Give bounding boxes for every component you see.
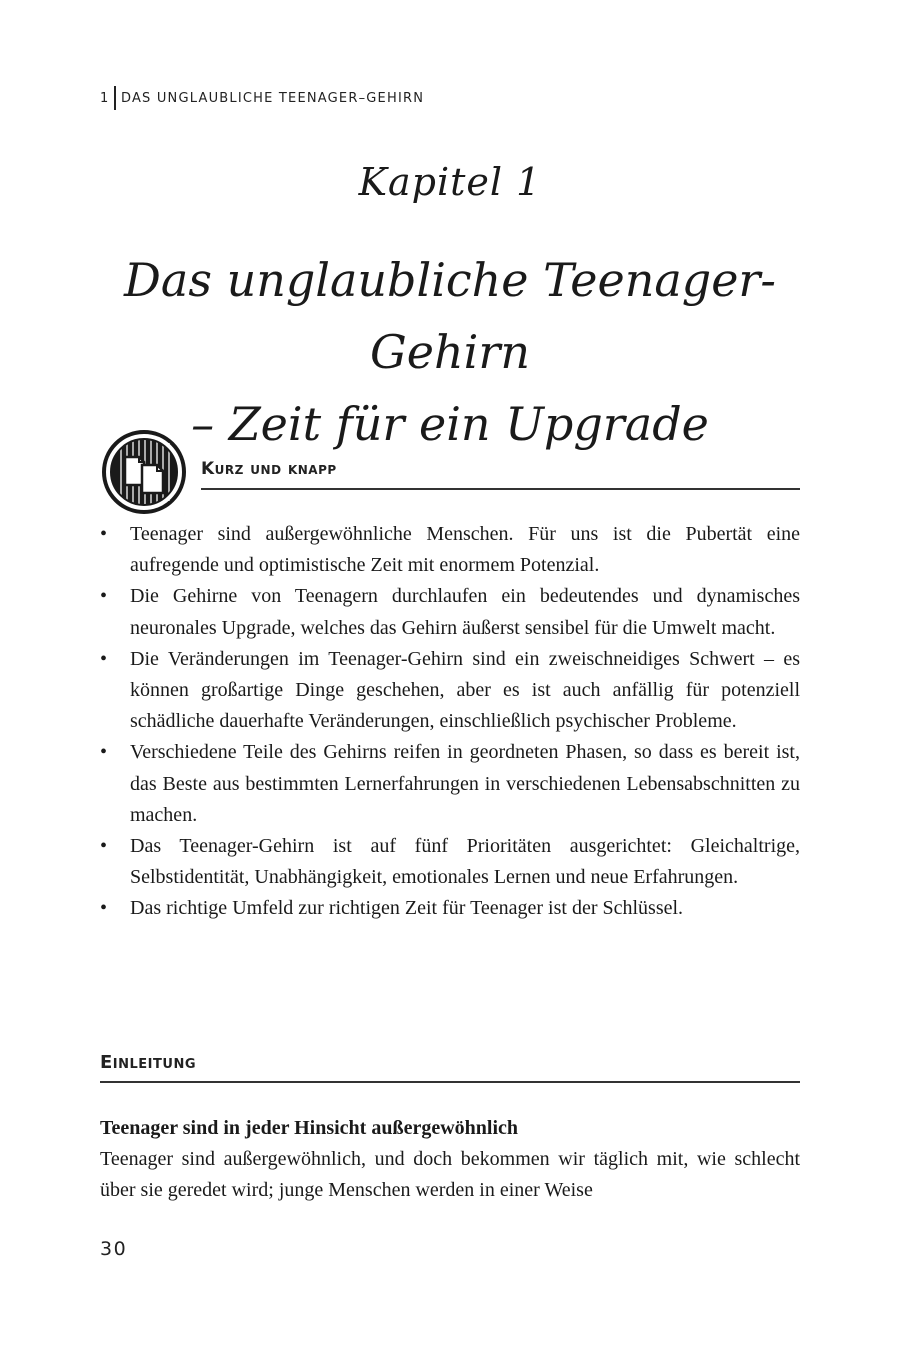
chapter-title-line1: Das unglaubliche Teenager-Gehirn — [124, 253, 776, 379]
intro-subheading: Teenager sind in jeder Hinsicht außergewöhnlich — [100, 1117, 519, 1139]
chapter-title — [60, 244, 840, 460]
section-heading-intro: Einleitung — [100, 1052, 196, 1073]
list-item: • Die Veränderungen im Teenager-Gehirn sind ein zweischneidiges Schwert – es können großartige Dinge geschehen, aber es ist auch anfällig für potenziell schädliche dauerhafte Veränderungen, einschließlich psychischer Probleme. — [100, 644, 800, 738]
list-item: • Das richtige Umfeld zur richtigen Zeit für Teenager ist der Schlüssel. — [100, 893, 800, 924]
list-item: • Die Gehirne von Teenagern durchlaufen ein bedeutendes und dynamisches neuronales Upgrade, welches das Gehirn äußerst sensibel für die Umwelt macht. — [100, 581, 800, 643]
summary-divider — [201, 488, 800, 490]
header-chapter-number: 1 — [100, 90, 110, 106]
summary-heading: Kurz und knapp — [201, 459, 337, 479]
running-header — [100, 86, 424, 110]
list-item: • Das Teenager-Gehirn ist auf fünf Prioritäten ausgerichtet: Gleichaltrige, Selbstidentität, Unabhängigkeit, emotionales Lernen und neue Erfahrungen. — [100, 831, 800, 893]
header-running-title: DAS UNGLAUBLICHE TEENAGER–GEHIRN — [120, 90, 425, 106]
list-item: • Teenager sind außergewöhnliche Menschen. Für uns ist die Pubertät eine aufregende und optimistische Zeit mit enormem Potenzial. — [100, 519, 800, 581]
section-divider — [100, 1081, 800, 1083]
summary-list — [100, 519, 800, 925]
header-divider — [114, 86, 116, 110]
documents-icon — [101, 429, 187, 515]
list-item: • Verschiedene Teile des Gehirns reifen in geordneten Phasen, so dass es bereit ist, das Beste aus bestimmten Lernerfahrungen in verschiedenen Lebensabschnitten zu machen. — [100, 737, 800, 831]
chapter-label: Kapitel 1 — [358, 160, 542, 204]
page-number: 30 — [100, 1238, 128, 1260]
chapter-title-line2: – Zeit für ein Upgrade — [191, 397, 709, 451]
intro-paragraph: Teenager sind außergewöhnlich, und doch bekommen wir täglich mit, wie schlecht über sie geredet wird; junge Menschen werden in einer Weise — [100, 1148, 800, 1202]
